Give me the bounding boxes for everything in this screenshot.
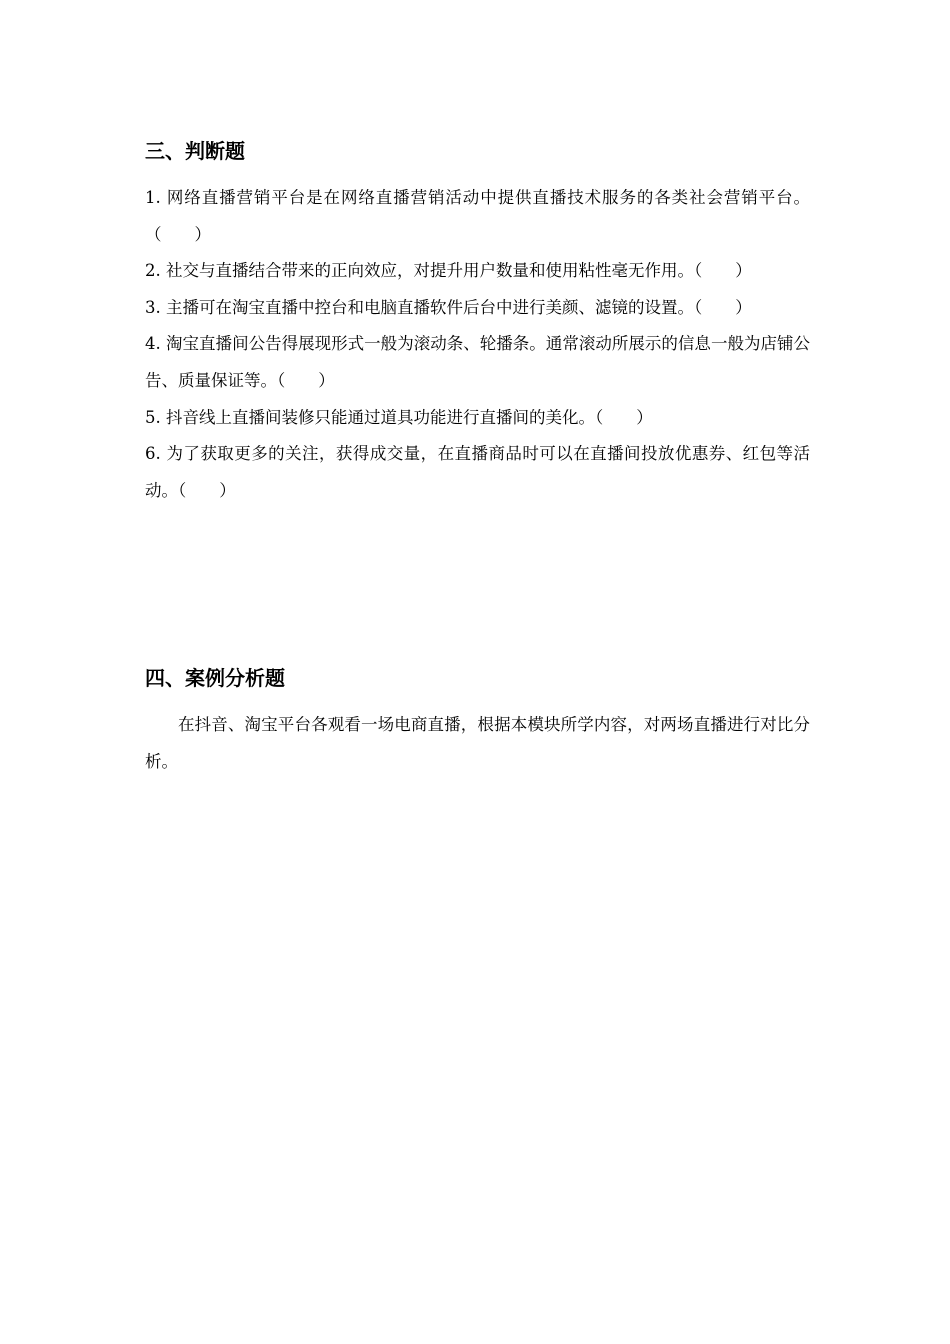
section-title-case-analysis: 四、案例分析题 [145,666,285,690]
question-number: 1. [145,188,161,207]
question-number: 2. [145,261,161,281]
question-item [145,326,810,399]
question-item [145,436,810,509]
case-analysis-text: 在抖音、淘宝平台各观看一场电商直播，根据本模块所学内容，对两场直播进行对比分析。 [145,715,810,771]
question-item [145,180,810,253]
case-analysis-section [145,661,810,780]
true-false-section [145,134,810,509]
section-title-true-false: 三、判断题 [145,139,245,163]
question-number: 4. [145,334,161,354]
question-number: 3. [145,297,161,317]
question-item [145,400,810,437]
question-text: 为了获取更多的关注，获得成交量，在直播商品时可以在直播间投放优惠券、红包等活动。（ ） [145,444,811,500]
question-text: 网络直播营销平台是在网络直播营销活动中提供直播技术服务的各类社会营销平台。（ ） [145,188,811,244]
question-number: 5. [145,407,161,427]
question-text: 社交与直播结合带来的正向效应，对提升用户数量和使用粘性毫无作用。（ ） [166,261,752,281]
question-item [145,253,810,290]
question-text: 淘宝直播间公告得展现形式一般为滚动条、轮播条。通常滚动所展示的信息一般为店铺公告、质量保证等。（ ） [145,334,811,390]
question-number: 6. [145,444,161,464]
question-text: 主播可在淘宝直播中控台和电脑直播软件后台中进行美颜、滤镜的设置。（ ） [166,297,752,317]
question-list [145,180,810,509]
question-text: 抖音线上直播间装修只能通过道具功能进行直播间的美化。（ ） [166,407,653,427]
question-item [145,290,810,327]
